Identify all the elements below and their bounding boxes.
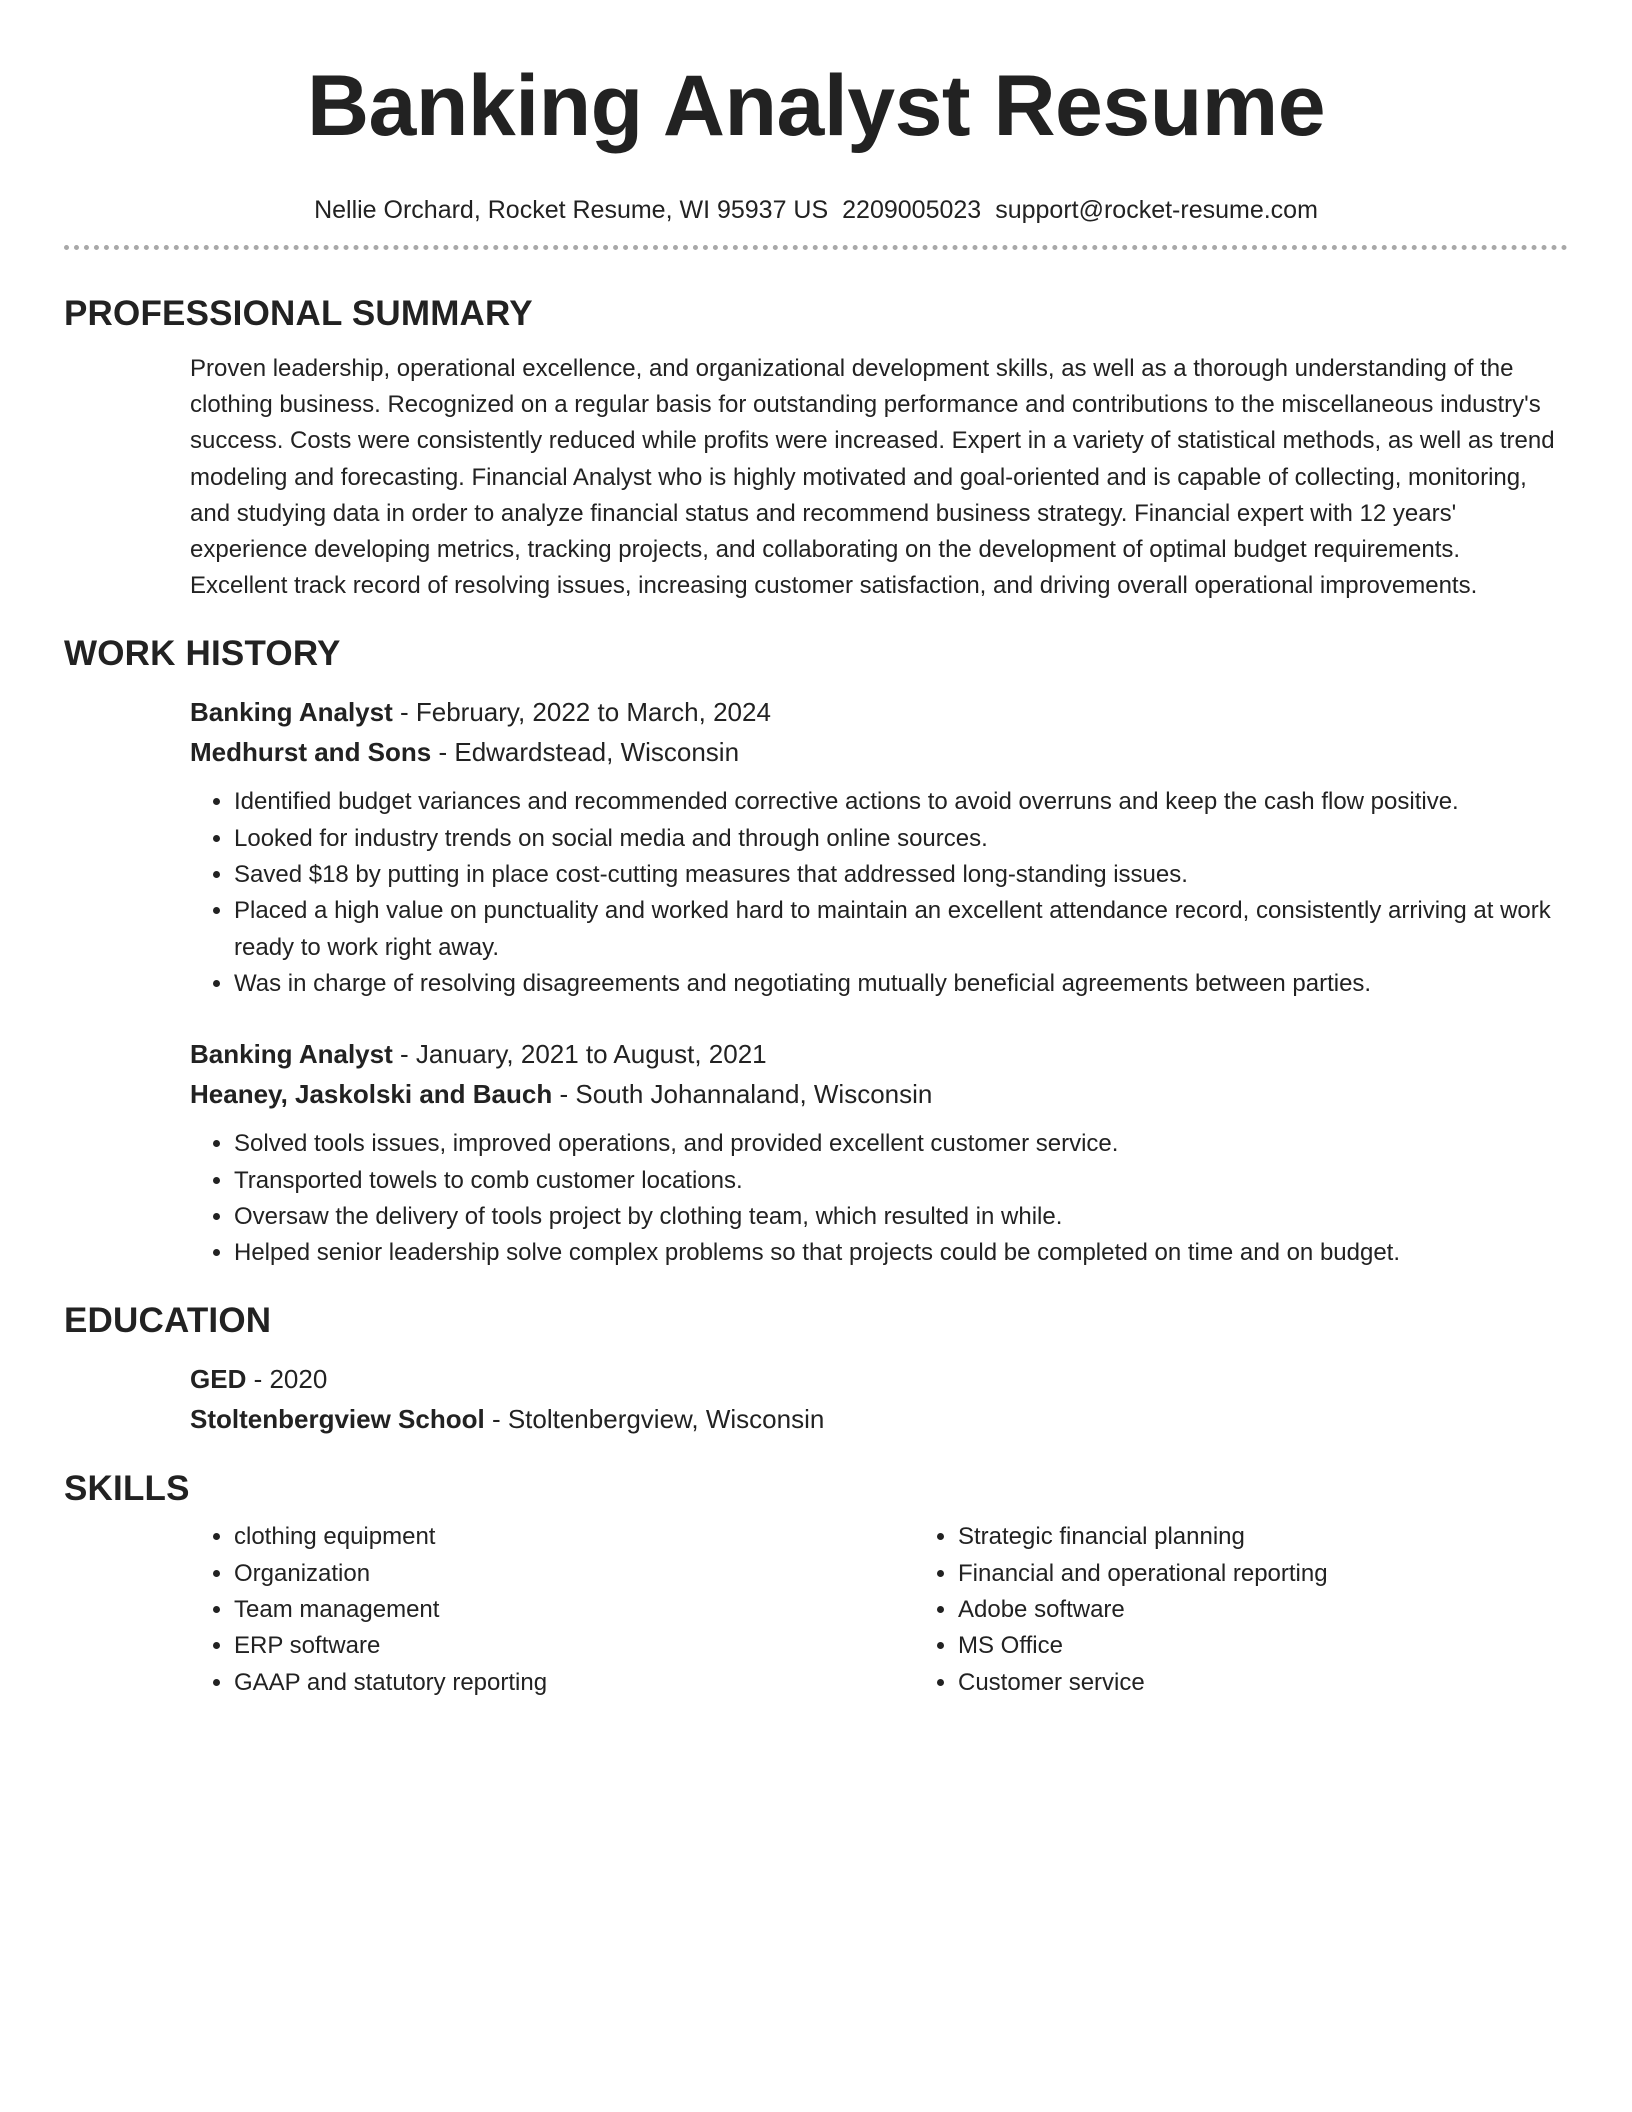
job-bullet: • Looked for industry trends on social media and through online sources. [234,821,1562,857]
education-section [64,1299,1568,1439]
skill-item: • Organization [234,1556,914,1592]
contact-email: support@rocket-resume.com [995,196,1318,224]
job-entry [190,692,1562,1002]
job-entry [190,1034,1562,1271]
education-location: - Stoltenbergview, Wisconsin [484,1404,825,1435]
job-bullet: • Saved $18 by putting in place cost-cutting measures that addressed long-standing issues. [234,857,1562,893]
resume-title: Banking Analyst Resume [306,58,1326,154]
skills-heading: SKILLS [64,1469,190,1509]
job-bullet: • Helped senior leadership solve complex problems so that projects could be completed on time and on budget. [234,1235,1562,1271]
job-bullet: • Was in charge of resolving disagreements and negotiating mutually beneficial agreements between parties. [234,966,1562,1002]
job-bullet: • Solved tools issues, improved operations, and provided excellent customer service. [234,1126,1562,1162]
job-bullets [190,1126,1562,1271]
job-company-line [190,1074,1562,1114]
job-company-line [190,732,1562,772]
job-title: Banking Analyst [190,697,393,728]
job-title: Banking Analyst [190,1039,393,1070]
skill-item: • ERP software [234,1628,914,1664]
skills-section [64,1467,1568,1700]
summary-section [64,292,1568,604]
skills-list-right [914,1519,1632,1700]
skill-item: • clothing equipment [234,1519,914,1555]
skill-item: • GAAP and statutory reporting [234,1665,914,1701]
job-title-line [190,692,1562,732]
skills-list-left [190,1519,914,1700]
job-location: - South Johannaland, Wisconsin [552,1079,933,1110]
job-bullet: • Transported towels to comb customer locations. [234,1163,1562,1199]
header-divider [64,245,1568,250]
skill-item: • Strategic financial planning [958,1519,1632,1555]
work-section [64,632,1568,1271]
resume-page [64,0,1568,1701]
job-bullet: • Identified budget variances and recommended corrective actions to avoid overruns and keep the cash flow positive. [234,784,1562,820]
contact-line [64,194,1568,226]
summary-text: Proven leadership, operational excellence, and organizational development skills, as well as a thorough understanding of the clothing business. Recognized on a regular basis for outstanding performance and contributions to the miscellaneous industry's success. Costs were consistently reduced while profits were increased. Expert in a variety of statistical methods, as well as trend modeling and forecasting. Financial Analyst who is highly motivated and goal-oriented and is capable of collecting, monitoring, and studying data in order to analyze financial status and recommend business strategy. Financial expert with 12 years' experience developing metrics, tracking projects, and collaborating on the development of optimal budget requirements. Excellent track record of resolving issues, increasing customer satisfaction, and driving overall operational improvements. [190,355,1555,600]
education-entry [190,1359,1562,1439]
skill-item: • Adobe software [958,1592,1632,1628]
job-dates: - January, 2021 to August, 2021 [392,1039,767,1070]
education-degree: GED [190,1364,247,1395]
skill-item: • Customer service [958,1665,1632,1701]
skills-grid [190,1519,1562,1700]
work-heading: WORK HISTORY [64,634,341,674]
summary-body [190,351,1562,604]
skill-item: • Financial and operational reporting [958,1556,1632,1592]
job-company: Heaney, Jaskolski and Bauch [190,1079,553,1110]
job-bullet: • Placed a high value on punctuality and worked hard to maintain an excellent attendance record, consistently arriving at work ready to work right away. [234,893,1562,966]
education-heading: EDUCATION [64,1301,272,1341]
education-year: - 2020 [246,1364,328,1395]
contact-phone: 2209005023 [842,196,982,224]
job-dates: - February, 2022 to March, 2024 [392,697,771,728]
summary-heading: PROFESSIONAL SUMMARY [64,294,533,333]
job-title-line [190,1034,1562,1074]
contact-address: Nellie Orchard, Rocket Resume, WI 95937 US [314,196,829,224]
job-company: Medhurst and Sons [190,737,432,768]
education-school: Stoltenbergview School [190,1404,485,1435]
education-school-line [190,1399,1562,1439]
skill-item: • MS Office [958,1628,1632,1664]
job-bullets [190,784,1562,1002]
job-location: - Edwardstead, Wisconsin [431,737,740,768]
education-degree-line [190,1359,1562,1399]
skill-item: • Team management [234,1592,914,1628]
job-bullet: • Oversaw the delivery of tools project by clothing team, which resulted in while. [234,1199,1562,1235]
